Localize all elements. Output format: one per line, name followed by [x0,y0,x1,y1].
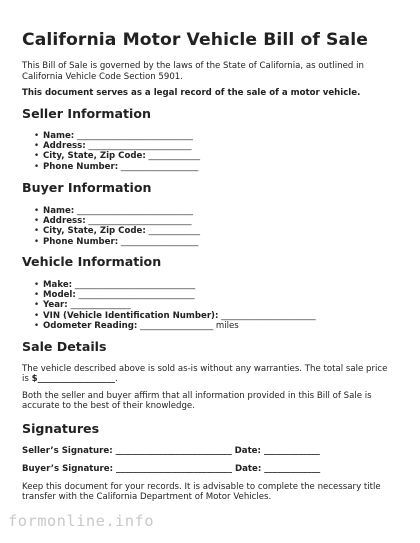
affirmation-paragraph: Both the seller and buyer affirm that all information provided in this Bill of Sale is accurate to the best of their knowledge. [22,391,372,412]
seller-address-field: • Address: ________________________ [34,141,200,151]
buyer-city-field: • City, State, Zip Code: ____________ [34,226,200,236]
watermark-text: formonline.info [8,512,154,530]
legal-record-statement: This document serves as a legal record of the sale of a motor vehicle. [22,88,361,98]
seller-field-list [34,131,200,172]
buyer-heading: Buyer Information [22,180,152,195]
buyer-phone-field: • Phone Number: __________________ [34,237,200,247]
seller-city-field: • City, State, Zip Code: ____________ [34,151,200,161]
vehicle-model-field: • Model: ___________________________ [34,290,316,300]
vehicle-make-field: • Make: ____________________________ [34,280,316,290]
seller-heading: Seller Information [22,106,151,121]
records-note: Keep this document for your records. It is advisable to complete the necessary title transfer with the California Department of Motor Vehicles. [22,482,381,503]
intro-paragraph: This Bill of Sale is governed by the laws of the State of California, as outlined in California Vehicle Code Section 5901. [22,61,364,82]
vehicle-odometer-field: • Odometer Reading: _________________ miles [34,321,316,331]
sale-price-paragraph: The vehicle described above is sold as-is without any warranties. The total sale price is $__________________. [22,364,388,385]
seller-name-field: • Name: ___________________________ [34,131,200,141]
buyer-field-list [34,206,200,247]
sale-details-heading: Sale Details [22,339,107,354]
buyer-signature-line: Buyer’s Signature: ___________________________ Date: _____________ [22,464,321,474]
vehicle-year-field: • Year: ______________ [34,300,316,310]
seller-phone-field: • Phone Number: __________________ [34,162,200,172]
sale-price-blank: $__________________ [31,374,115,385]
signatures-heading: Signatures [22,421,100,436]
vehicle-field-list [34,280,316,331]
vehicle-vin-field: • VIN (Vehicle Identification Number): ______________________ [34,311,316,321]
seller-signature-line: Seller’s Signature: ___________________________ Date: _____________ [22,446,320,456]
vehicle-heading: Vehicle Information [22,254,162,269]
document-title: California Motor Vehicle Bill of Sale [22,30,368,50]
buyer-address-field: • Address: ________________________ [34,216,200,226]
buyer-name-field: • Name: ___________________________ [34,206,200,216]
